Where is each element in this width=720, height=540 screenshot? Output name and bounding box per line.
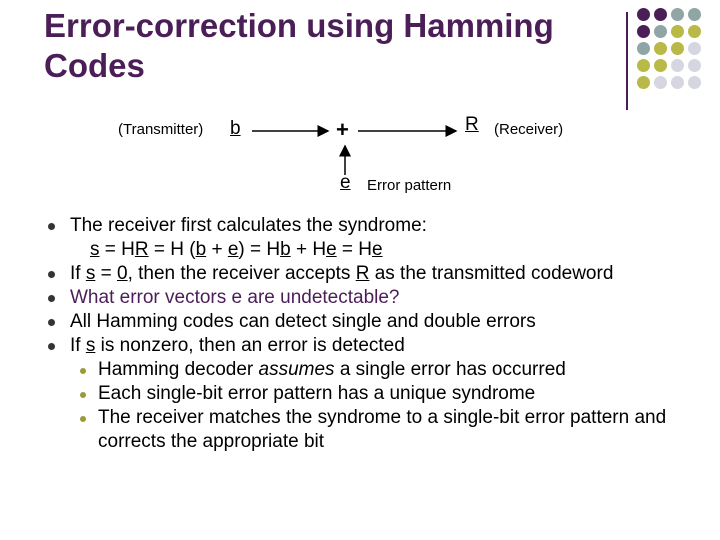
syndrome-equation: s = HR = H (b + e) = Hb + He = He — [90, 239, 383, 260]
list-item: If s is nonzero, then an error is detected — [48, 334, 708, 358]
bullet-dot-icon — [48, 223, 55, 230]
bullet-dot-icon — [48, 343, 55, 350]
error-pattern-label: Error pattern — [367, 177, 452, 194]
bullet-list — [48, 214, 708, 454]
sub-list-item: Hamming decoder assumes a single error has occurred — [48, 358, 708, 382]
sub-bullet-dot-icon — [80, 416, 86, 422]
sub-list-item: The receiver matches the syndrome to a single-bit error pattern and — [48, 406, 708, 430]
codeword-b-label: b — [230, 118, 241, 139]
sub-bullet-dot-icon — [80, 368, 86, 374]
sub-list-item: Each single-bit error pattern has a unique syndrome — [48, 382, 708, 406]
adder-symbol: + — [336, 117, 349, 142]
error-e-label: e — [340, 172, 351, 193]
bullet-dot-icon — [48, 295, 55, 302]
list-item: If s = 0, then the receiver accepts R as the transmitted codeword — [48, 262, 708, 286]
list-item-highlight: What error vectors e are undetectable? — [48, 286, 708, 310]
receiver-label: (Receiver) — [494, 121, 564, 138]
bullet-dot-icon — [48, 319, 55, 326]
sub-list-item-continuation: corrects the appropriate bit — [98, 431, 325, 452]
received-r-label: R — [465, 114, 479, 135]
sub-bullet-dot-icon — [80, 392, 86, 398]
transmitter-label: (Transmitter) — [118, 121, 204, 138]
list-item: All Hamming codes can detect single and double errors — [48, 310, 708, 334]
list-item: The receiver first calculates the syndrome: — [48, 214, 708, 238]
bullet-dot-icon — [48, 271, 55, 278]
slide-title: Error-correction using Hamming Codes — [44, 7, 554, 84]
